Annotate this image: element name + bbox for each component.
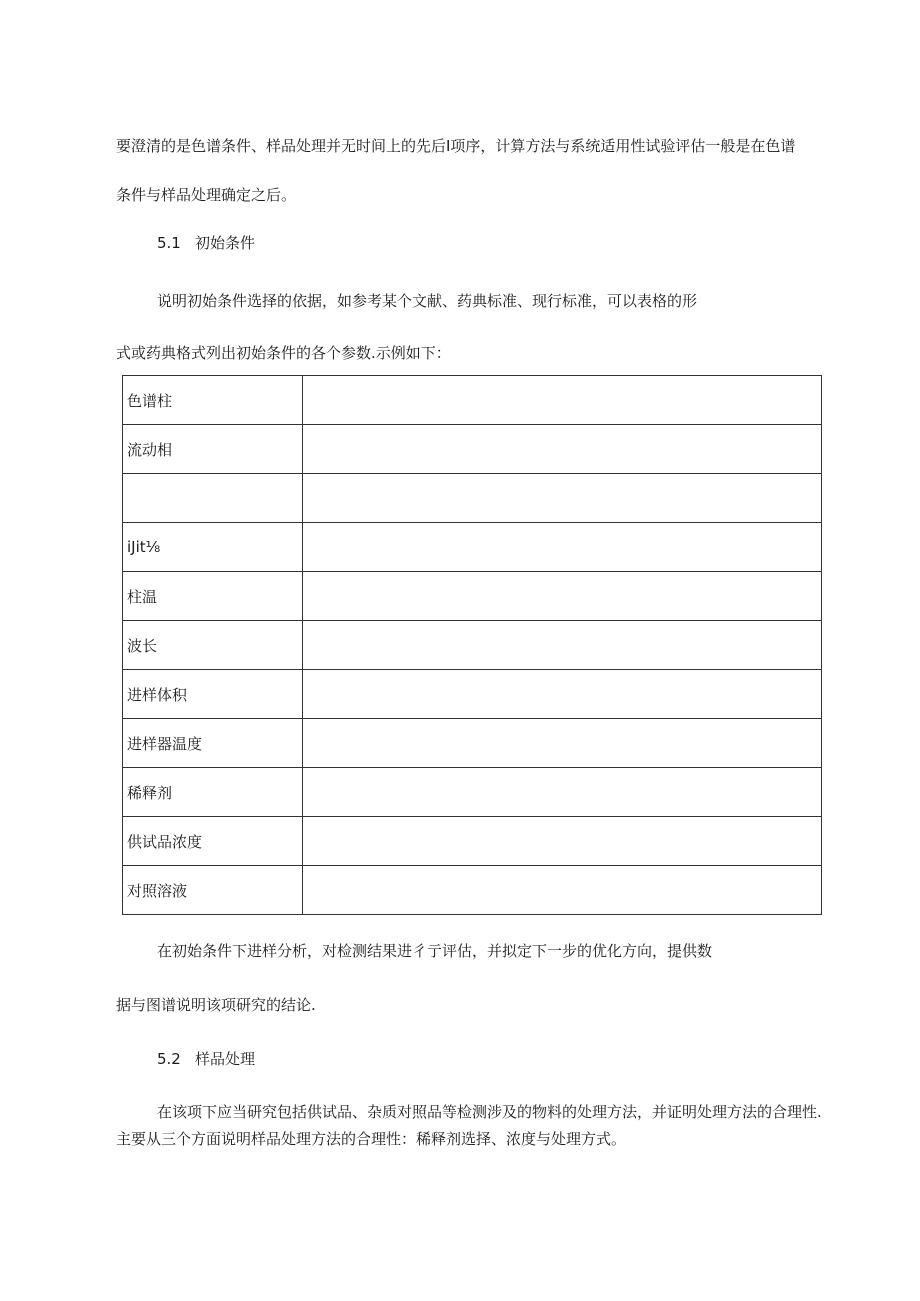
table-row — [123, 817, 822, 866]
table-cell-label: 波长 — [123, 621, 303, 670]
table-cell-label: 进样器温度 — [123, 719, 303, 768]
table-cell-value — [303, 621, 822, 670]
table-row — [123, 621, 822, 670]
table-row — [123, 719, 822, 768]
table-cell-value — [303, 768, 822, 817]
table-cell-label: iJit⅛ — [123, 523, 303, 572]
table-cell-label: 对照溶液 — [123, 866, 303, 915]
table-cell-label: 供试品浓度 — [123, 817, 303, 866]
section-5-1-para-line-2: 式或药典格式列出初始条件的各个参数.示例如下： — [116, 344, 451, 362]
table-cell-label: 柱温 — [123, 572, 303, 621]
table-cell-label — [123, 474, 303, 523]
table-cell-label: 稀释剂 — [123, 768, 303, 817]
section-title: 初始条件 — [195, 234, 256, 252]
table-row — [123, 523, 822, 572]
initial-conditions-table — [122, 375, 822, 915]
table-cell-value — [303, 866, 822, 915]
section-title: 样品处理 — [195, 1050, 256, 1068]
table-row — [123, 572, 822, 621]
intro-line-2: 条件与样品处理确定之后。 — [116, 186, 297, 204]
table-row — [123, 376, 822, 425]
table-row — [123, 768, 822, 817]
table-row — [123, 670, 822, 719]
intro-line-1: 要澄清的是色谱条件、样品处理并无时间上的先后I项序，计算方法与系统适用性试验评估一般是在色谱 — [116, 137, 796, 155]
table-cell-value — [303, 817, 822, 866]
table-cell-value — [303, 523, 822, 572]
section-number: 5.1 — [157, 234, 181, 252]
after-table-line-1: 在初始条件下进样分析，对检测结果进彳亍评估，并拟定下一步的优化方向，提供数 — [157, 942, 713, 960]
section-heading-5-2 — [157, 1049, 255, 1069]
table-cell-value — [303, 719, 822, 768]
section-5-1-para-line-1: 说明初始条件选择的依据，如参考某个文献、药典标准、现行标准，可以表格的形 — [157, 292, 698, 310]
section-5-2-para-line-2: 主要从三个方面说明样品处理方法的合理性：稀释剂选择、浓度与处理方式。 — [116, 1130, 627, 1148]
table-cell-label: 进样体积 — [123, 670, 303, 719]
section-number: 5.2 — [157, 1050, 181, 1068]
after-table-line-2: 据与图谱说明该项研究的结论. — [116, 996, 316, 1014]
table-cell-value — [303, 572, 822, 621]
section-5-2-para-line-1: 在该项下应当研究包括供试品、杂质对照品等检测涉及的物料的处理方法，并证明处理方法的合理性. — [157, 1103, 822, 1121]
section-heading-5-1 — [157, 233, 255, 253]
table-cell-value — [303, 425, 822, 474]
table-cell-value — [303, 376, 822, 425]
table-row — [123, 866, 822, 915]
table-cell-label: 色谱柱 — [123, 376, 303, 425]
table-cell-value — [303, 474, 822, 523]
table-row — [123, 425, 822, 474]
table-cell-value — [303, 670, 822, 719]
table-cell-label: 流动相 — [123, 425, 303, 474]
table-row — [123, 474, 822, 523]
